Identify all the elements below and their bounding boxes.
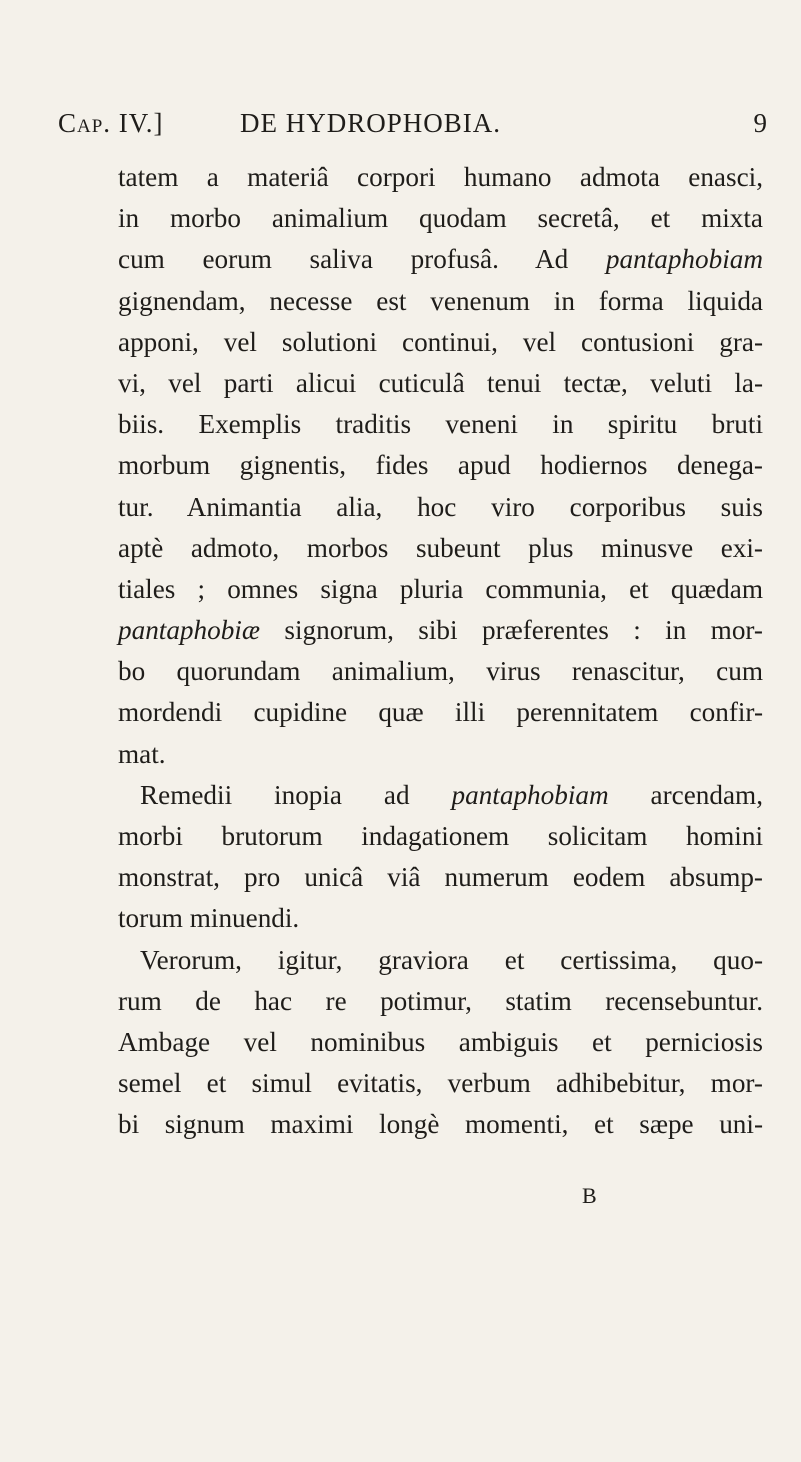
text-line [118,940,763,981]
text-segment: tiales ; omnes signa pluria communia, et quædam [118,573,763,604]
text-segment: in morbo animalium quodam secretâ, et mixta [118,203,763,234]
text-segment: rum de hac re potimur, statim recensebuntur. [118,985,763,1016]
text-segment: cum eorum saliva profusâ. Ad [118,244,606,275]
text-line [118,898,763,939]
text-line [118,157,763,198]
page-number: 9 [753,108,768,138]
text-segment: semel et simul evitatis, verbum adhibebitur, mor- [118,1068,763,1099]
text-line [118,322,763,363]
text-segment: morbum gignentis, fides apud hodiernos denega- [118,450,763,481]
italic-term: pantaphobiæ [118,615,260,646]
text-segment: bi signum maximi longè momenti, et sæpe uni- [118,1109,763,1140]
signature-mark: B [582,1183,597,1208]
text-line [118,1063,763,1104]
italic-term: pantaphobiam [605,244,763,275]
text-line [118,610,763,651]
running-header [58,108,768,142]
text-segment: arcendam, [608,779,763,810]
text-segment: torum minuendi. [118,903,300,934]
text-line [118,734,763,775]
text-segment: Ambage vel nominibus ambiguis et perniciosis [118,1026,763,1057]
text-segment: monstrat, pro unicâ viâ numerum eodem absump- [118,862,763,893]
text-line [118,857,763,898]
text-line [118,692,763,733]
text-segment: gignendam, necesse est venenum in forma liquida [118,285,763,316]
text-segment: tur. Animantia alia, hoc viro corporibus suis [118,491,763,522]
text-line [118,528,763,569]
text-line [118,281,763,322]
italic-term: pantaphobiam [451,779,609,810]
text-line [118,569,763,610]
text-segment: signorum, sibi præferentes : in mor- [260,615,763,646]
text-segment: vi, vel parti alicui cuticulâ tenui tectæ, veluti la- [118,367,763,398]
text-line [118,651,763,692]
text-line [118,445,763,486]
text-line [118,1022,763,1063]
running-title: DE HYDROPHOBIA. [240,108,502,138]
text-segment: biis. Exemplis traditis veneni in spiritu bruti [118,409,763,440]
text-line [118,981,763,1022]
body-text [118,157,763,1146]
text-line [118,487,763,528]
text-segment: aptè admoto, morbos subeunt plus minusve exi- [118,532,763,563]
text-segment: apponi, vel solutioni continui, vel contusioni gra- [118,326,763,357]
text-line [118,1104,763,1145]
text-line [118,775,763,816]
text-segment: morbi brutorum indagationem solicitam homini [118,821,763,851]
text-segment: Remedii inopia ad [140,779,452,810]
text-segment: mordendi cupidine quæ illi perennitatem confir- [118,697,763,728]
text-segment: tatem a materiâ corpori humano admota enasci, [118,162,763,192]
text-line [118,363,763,404]
text-line [118,239,763,280]
text-line [118,816,763,857]
text-segment: mat. [118,738,166,769]
chapter-label: Cap. IV.] [58,108,164,138]
text-line [118,404,763,445]
text-segment: bo quorundam animalium, virus renascitur, cum [118,656,763,687]
text-segment: Verorum, igitur, graviora et certissima, quo- [140,944,763,975]
text-line [118,198,763,239]
